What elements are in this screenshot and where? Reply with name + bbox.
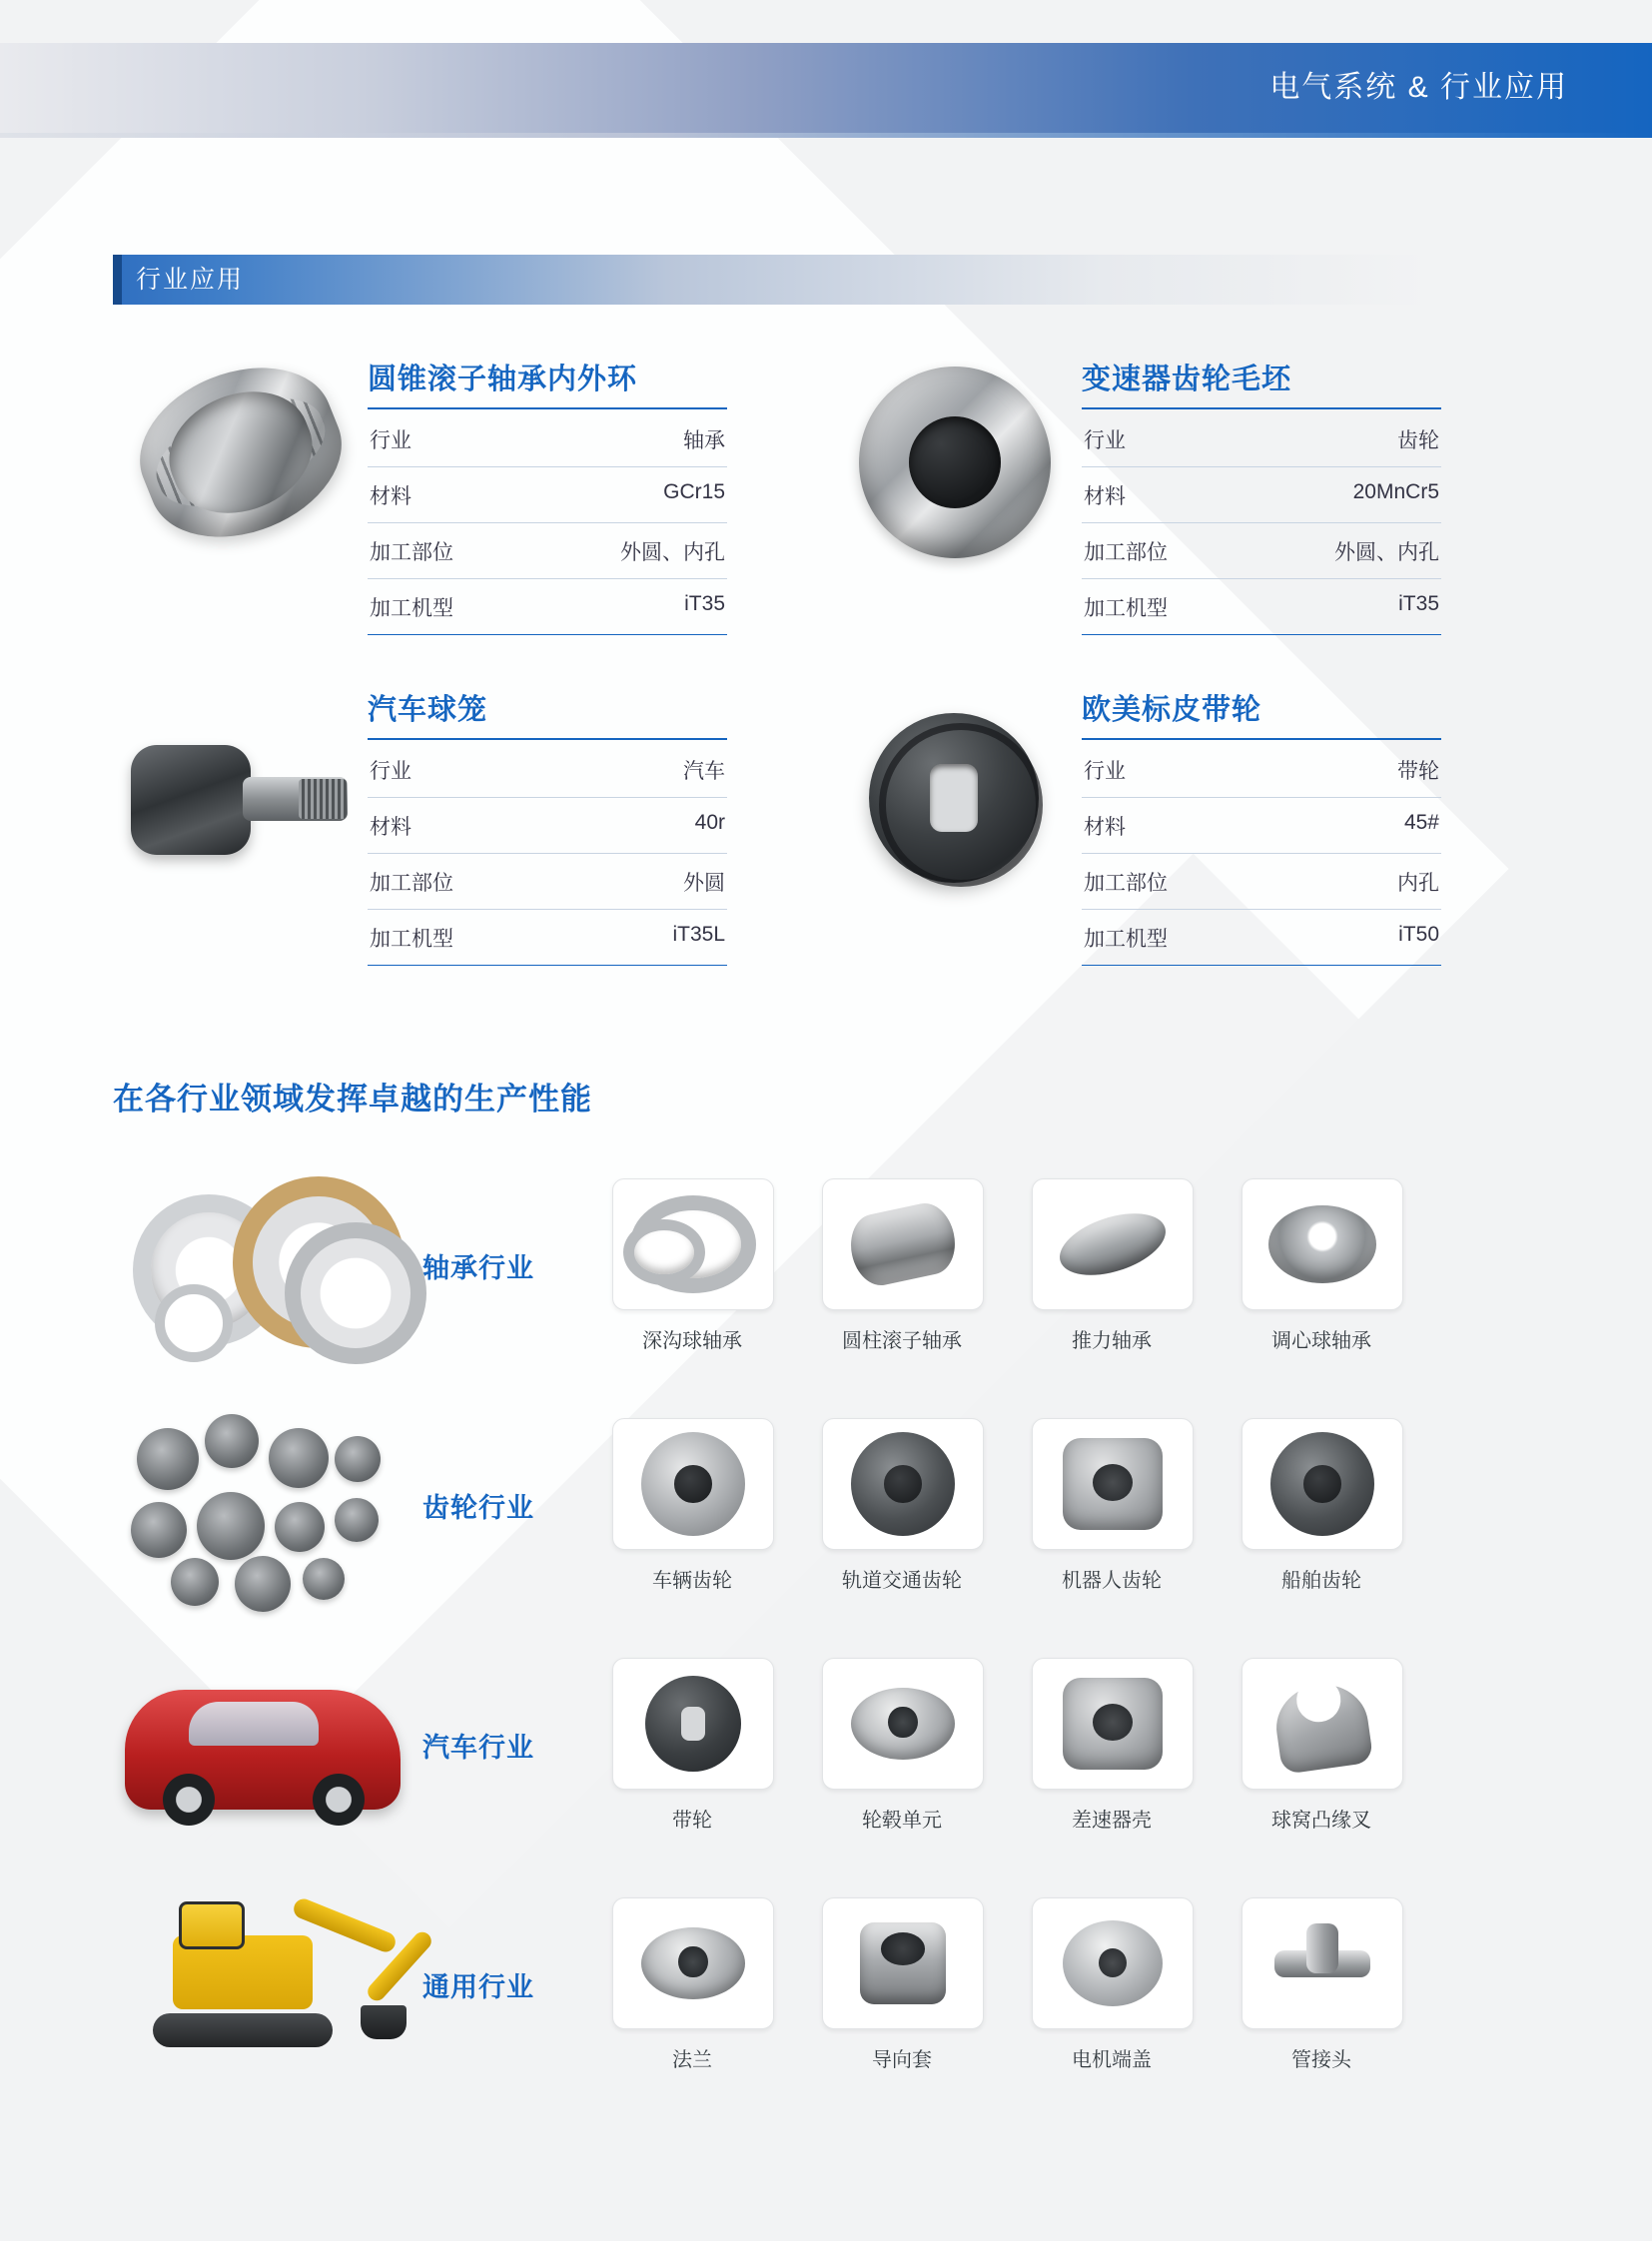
hero-gear-4 [335, 1436, 381, 1482]
spec-value: iT50 [1398, 923, 1439, 946]
spec-row [1082, 523, 1441, 579]
list-item [1241, 1178, 1401, 1353]
list-item [822, 1658, 982, 1833]
list-item [1241, 1658, 1401, 1833]
section-title: 行业应用 [136, 266, 245, 294]
item-caption: 车辆齿轮 [652, 1570, 732, 1592]
section-bar [113, 255, 1431, 305]
industry-row-bearing [113, 1158, 1541, 1373]
self-aligning-ball-bearing-thumb [1241, 1178, 1403, 1310]
list-item [822, 1897, 982, 2072]
spec-row [1082, 742, 1441, 798]
hero-gear-1 [137, 1428, 199, 1490]
spec-value: 带轮 [1397, 760, 1439, 783]
product-card [113, 345, 827, 635]
tapered-roller-bearing-image [113, 345, 368, 594]
footer-space [0, 2177, 1652, 2241]
spec-key: 加工机型 [370, 597, 453, 620]
spec-key: 材料 [370, 485, 412, 508]
list-item [612, 1658, 772, 1833]
spec-value: 20MnCr5 [1352, 480, 1439, 503]
spec-row [368, 467, 727, 523]
spec-value: 40r [694, 811, 725, 834]
pipe-fitting-thumb [1241, 1897, 1403, 2029]
differential-housing-thumb [1032, 1658, 1194, 1790]
ball-bearing-shape [1268, 1205, 1376, 1283]
product-title: 圆锥滚子轴承内外环 [368, 357, 727, 409]
industry-label: 齿轮行业 [422, 1493, 534, 1523]
automotive-hero-image [113, 1646, 413, 1846]
page-header [0, 43, 1652, 133]
industry-items [612, 1658, 1541, 1833]
spec-row [1082, 411, 1441, 467]
gear-shape [1270, 1432, 1374, 1536]
item-caption: 轮毂单元 [862, 1810, 942, 1832]
list-item [1032, 1658, 1192, 1833]
product-title: 欧美标皮带轮 [1082, 687, 1441, 740]
hero-bearing-3 [285, 1222, 426, 1364]
spec-row [368, 742, 727, 798]
list-item [1241, 1418, 1401, 1593]
gear-shape [851, 1432, 955, 1536]
hero-bearing-4 [155, 1284, 233, 1362]
product-cards [113, 345, 1541, 966]
item-caption: 推力轴承 [1072, 1330, 1152, 1352]
spec-row [368, 523, 727, 579]
excavator-bucket [361, 2005, 407, 2039]
rail-transit-gear-thumb [822, 1418, 984, 1550]
cv-joint-illustration [131, 745, 346, 855]
spec-value: 45# [1403, 811, 1439, 834]
item-caption: 船舶齿轮 [1281, 1570, 1361, 1592]
industry-items [612, 1418, 1541, 1593]
spec-value: 内孔 [1397, 872, 1439, 895]
spec-key: 行业 [370, 760, 412, 783]
bearing-illustration [118, 341, 363, 563]
item-caption: 机器人齿轮 [1062, 1570, 1162, 1592]
excavator-cab [179, 1901, 245, 1949]
spec-value: GCr15 [663, 480, 725, 503]
marine-gear-thumb [1241, 1418, 1403, 1550]
housing-shape [1063, 1438, 1163, 1530]
spec-key: 加工部位 [370, 541, 453, 564]
product-info [368, 345, 727, 635]
item-caption: 法兰 [672, 2049, 712, 2071]
industry-row-general [113, 1877, 1541, 2092]
spec-value: 齿轮 [1397, 429, 1439, 452]
product-card-row-1 [113, 345, 1541, 635]
hero-gear-11 [303, 1558, 345, 1600]
car-windshield [189, 1702, 319, 1746]
spec-row [1082, 854, 1441, 910]
spec-value: 外圆、内孔 [1334, 541, 1439, 564]
spec-key: 行业 [1084, 760, 1126, 783]
spec-value: 外圆、内孔 [620, 541, 725, 564]
item-caption: 圆柱滚子轴承 [842, 1330, 962, 1352]
motor-end-cover-thumb [1032, 1897, 1194, 2029]
guide-sleeve-thumb [822, 1897, 984, 2029]
ring-shape-small [623, 1219, 705, 1285]
car-wheel-rear [313, 1774, 365, 1826]
thrust-bearing-thumb [1032, 1178, 1194, 1310]
list-item [612, 1178, 772, 1353]
excavator-track [153, 2013, 333, 2047]
pulley-illustration [869, 713, 1039, 883]
flange-thumb [612, 1897, 774, 2029]
list-item [612, 1418, 772, 1593]
sleeve-shape [860, 1922, 946, 2004]
list-item [822, 1178, 982, 1353]
spec-key: 加工机型 [1084, 597, 1168, 620]
housing-shape [1063, 1678, 1163, 1770]
gear-illustration [859, 367, 1051, 558]
spec-row [368, 579, 727, 635]
product-card [113, 675, 827, 966]
item-caption: 调心球轴承 [1271, 1330, 1371, 1352]
hero-gear-9 [171, 1558, 219, 1606]
industry-row-automotive [113, 1638, 1541, 1853]
spec-row [1082, 798, 1441, 854]
industry-label: 通用行业 [422, 1972, 534, 2002]
item-caption: 球窝凸缘叉 [1271, 1810, 1371, 1832]
industry-items [612, 1178, 1541, 1353]
product-info [1082, 345, 1441, 635]
list-item [1032, 1897, 1192, 2072]
spec-key: 材料 [1084, 816, 1126, 839]
spec-key: 行业 [370, 429, 412, 452]
spec-row [1082, 579, 1441, 635]
flange-shape [641, 1927, 745, 1999]
item-caption: 轨道交通齿轮 [842, 1570, 962, 1592]
industry-label: 汽车行业 [422, 1733, 534, 1763]
performance-title: 在各行业领域发挥卓越的生产性能 [113, 1082, 592, 1117]
spec-row [368, 411, 727, 467]
spec-row [1082, 467, 1441, 523]
spec-key: 材料 [1084, 485, 1126, 508]
cage-spline [299, 779, 347, 819]
item-caption: 管接头 [1291, 2049, 1351, 2071]
spec-row [368, 854, 727, 910]
item-caption: 导向套 [872, 2049, 932, 2071]
spec-key: 加工机型 [370, 928, 453, 951]
spec-row [368, 910, 727, 966]
product-title: 变速器齿轮毛坯 [1082, 357, 1441, 409]
end-cover-shape [1063, 1920, 1163, 2006]
section-bar-accent [113, 255, 122, 305]
list-item [612, 1897, 772, 2072]
spec-key: 加工部位 [1084, 541, 1168, 564]
cage-body [131, 745, 251, 855]
product-info [1082, 675, 1441, 966]
spec-key: 行业 [1084, 429, 1126, 452]
list-item [1241, 1897, 1401, 2072]
spec-key: 加工机型 [1084, 928, 1168, 951]
hero-gear-5 [131, 1502, 187, 1558]
spec-key: 加工部位 [370, 872, 453, 895]
product-card [827, 675, 1541, 966]
hero-gear-2 [205, 1414, 259, 1468]
pulley-thumb [612, 1658, 774, 1790]
item-caption: 电机端盖 [1072, 2049, 1152, 2071]
spec-value: 汽车 [683, 760, 725, 783]
list-item [1032, 1178, 1192, 1353]
spec-value: 外圆 [683, 872, 725, 895]
gear-shape [641, 1432, 745, 1536]
ball-socket-flange-yoke-thumb [1241, 1658, 1403, 1790]
pulley-bore [930, 764, 978, 832]
spec-value: iT35 [684, 592, 725, 615]
cv-joint-cage-image [113, 675, 368, 925]
spec-value: iT35 [1398, 592, 1439, 615]
header-title: 电气系统 & 行业应用 [1269, 71, 1568, 104]
hub-unit-thumb [822, 1658, 984, 1790]
bearings-hero-image [113, 1166, 413, 1366]
product-card-row-2 [113, 675, 1541, 966]
header-underline [0, 133, 1652, 138]
tee-stem [1306, 1923, 1339, 1973]
belt-pulley-image [827, 675, 1082, 925]
hero-gear-10 [235, 1556, 291, 1612]
product-title: 汽车球笼 [368, 687, 727, 740]
robot-gear-thumb [1032, 1418, 1194, 1550]
deep-groove-ball-bearing-thumb [612, 1178, 774, 1310]
general-industry-hero-image [113, 1885, 413, 2085]
tee-fitting-shape [1274, 1923, 1370, 2003]
yoke-shape [1271, 1679, 1374, 1775]
gears-hero-image [113, 1406, 413, 1606]
item-caption: 深沟球轴承 [642, 1330, 742, 1352]
hero-gear-8 [335, 1498, 379, 1542]
spec-key: 加工部位 [1084, 872, 1168, 895]
industry-items [612, 1897, 1541, 2072]
spec-value: 轴承 [683, 429, 725, 452]
list-item [1032, 1418, 1192, 1593]
product-info [368, 675, 727, 966]
transmission-gear-blank-image [827, 345, 1082, 594]
car-wheel-front [163, 1774, 215, 1826]
industry-row-gear [113, 1398, 1541, 1613]
disc-shape [1052, 1201, 1173, 1286]
spec-value: iT35L [672, 923, 725, 946]
item-caption: 差速器壳 [1072, 1810, 1152, 1832]
hero-gear-7 [275, 1502, 325, 1552]
pulley-shape [645, 1676, 741, 1772]
spec-row [1082, 910, 1441, 966]
spec-row [368, 798, 727, 854]
item-caption: 带轮 [672, 1810, 712, 1832]
list-item [822, 1418, 982, 1593]
bearing-rollers [143, 377, 340, 526]
vehicle-gear-thumb [612, 1418, 774, 1550]
cylindrical-roller-bearing-thumb [822, 1178, 984, 1310]
car-illustration [125, 1690, 401, 1810]
hero-gear-3 [269, 1428, 329, 1488]
gear-bore [909, 416, 1001, 508]
spec-key: 材料 [370, 816, 412, 839]
product-card [827, 345, 1541, 635]
hero-gear-6 [197, 1492, 265, 1560]
hub-shape [851, 1688, 955, 1760]
cylinder-shape [845, 1198, 962, 1290]
industry-label: 轴承行业 [422, 1253, 534, 1283]
